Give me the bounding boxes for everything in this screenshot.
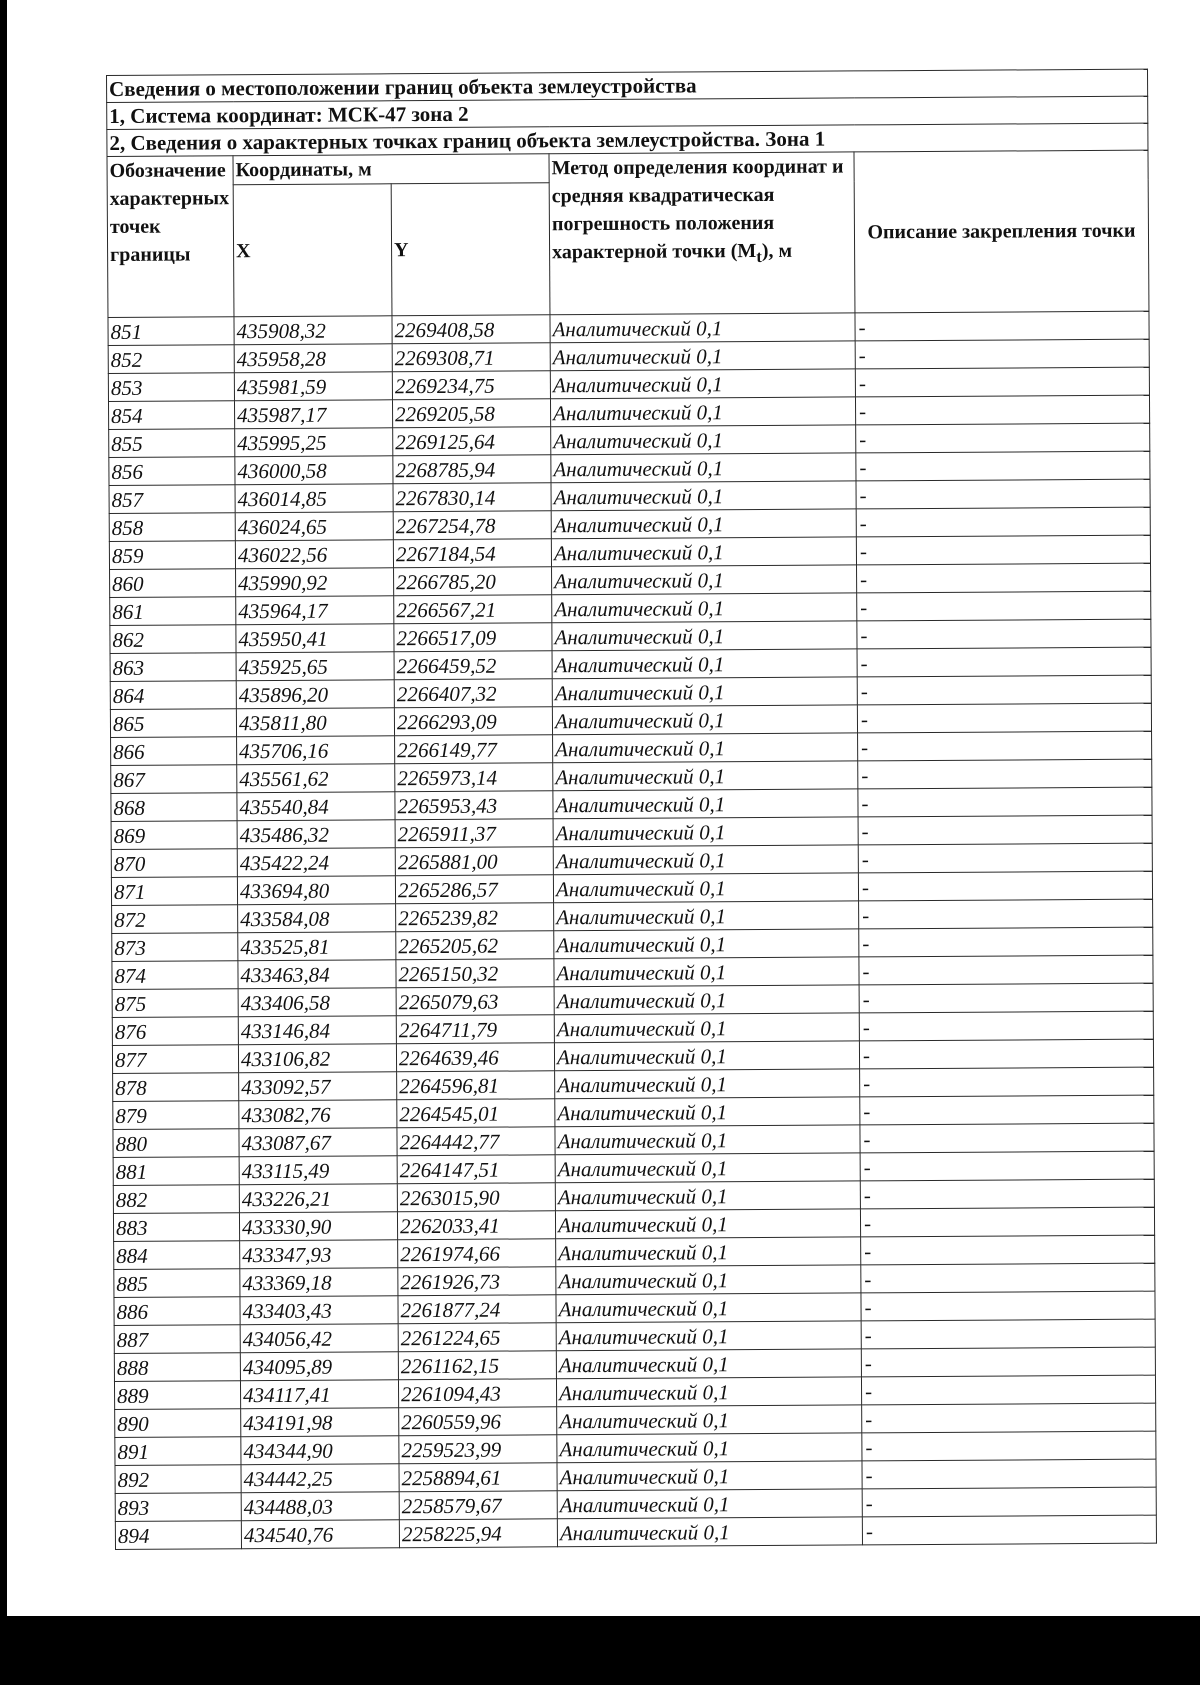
desc: - bbox=[862, 1487, 1156, 1517]
x-coordinate: 433146,84 bbox=[238, 1016, 396, 1045]
y-coordinate: 2264596,81 bbox=[397, 1071, 555, 1100]
point-id: 883 bbox=[113, 1213, 239, 1242]
point-id: 882 bbox=[113, 1185, 239, 1214]
point-id: 874 bbox=[112, 961, 238, 990]
desc: - bbox=[862, 1431, 1156, 1461]
point-id: 878 bbox=[113, 1073, 239, 1102]
x-coordinate: 433406,58 bbox=[238, 988, 396, 1017]
method: Аналитический 0,1 bbox=[554, 957, 859, 987]
method: Аналитический 0,1 bbox=[552, 565, 857, 595]
y-coordinate: 2266459,52 bbox=[394, 651, 552, 680]
method: Аналитический 0,1 bbox=[557, 1517, 862, 1547]
method: Аналитический 0,1 bbox=[553, 817, 858, 847]
desc: - bbox=[858, 815, 1152, 845]
x-coordinate: 435995,25 bbox=[235, 428, 393, 457]
x-coordinate: 433115,49 bbox=[239, 1156, 397, 1185]
desc: - bbox=[861, 1291, 1155, 1321]
y-coordinate: 2258225,94 bbox=[399, 1519, 557, 1548]
desc: - bbox=[855, 395, 1149, 425]
point-id: 876 bbox=[112, 1017, 238, 1046]
header-y: Y bbox=[391, 183, 550, 316]
method: Аналитический 0,1 bbox=[551, 453, 856, 483]
y-coordinate: 2264639,46 bbox=[396, 1043, 554, 1072]
x-coordinate: 435540,84 bbox=[237, 792, 395, 821]
method: Аналитический 0,1 bbox=[552, 649, 857, 679]
y-coordinate: 2264147,51 bbox=[397, 1155, 555, 1184]
point-id: 884 bbox=[114, 1241, 240, 1270]
x-coordinate: 433403,43 bbox=[240, 1296, 398, 1325]
y-coordinate: 2265953,43 bbox=[395, 791, 553, 820]
point-id: 856 bbox=[109, 457, 235, 486]
method: Аналитический 0,1 bbox=[555, 1153, 860, 1183]
point-id: 870 bbox=[111, 849, 237, 878]
method: Аналитический 0,1 bbox=[550, 341, 855, 371]
point-id: 885 bbox=[114, 1269, 240, 1298]
x-coordinate: 435486,32 bbox=[237, 820, 395, 849]
section-title: 2, Сведения о характерных точках границ объекта землеустройства. Зона 1 bbox=[107, 123, 1148, 156]
desc: - bbox=[855, 367, 1149, 397]
y-coordinate: 2261926,73 bbox=[398, 1267, 556, 1296]
y-coordinate: 2263015,90 bbox=[397, 1183, 555, 1212]
method: Аналитический 0,1 bbox=[555, 1097, 860, 1127]
desc: - bbox=[860, 1095, 1154, 1125]
point-id: 853 bbox=[108, 373, 234, 402]
point-id: 880 bbox=[113, 1129, 239, 1158]
x-coordinate: 435561,62 bbox=[237, 764, 395, 793]
desc: - bbox=[862, 1403, 1156, 1433]
x-coordinate: 435908,32 bbox=[234, 316, 392, 345]
desc: - bbox=[859, 927, 1153, 957]
method: Аналитический 0,1 bbox=[551, 481, 856, 511]
scan-bottom-bar bbox=[0, 1616, 1200, 1685]
point-id: 877 bbox=[112, 1045, 238, 1074]
method: Аналитический 0,1 bbox=[557, 1489, 862, 1519]
x-coordinate: 435950,41 bbox=[236, 624, 394, 653]
x-coordinate: 433525,81 bbox=[238, 932, 396, 961]
point-id: 852 bbox=[108, 345, 234, 374]
y-coordinate: 2261877,24 bbox=[398, 1295, 556, 1324]
x-coordinate: 434344,90 bbox=[241, 1436, 399, 1465]
y-coordinate: 2261974,66 bbox=[398, 1239, 556, 1268]
y-coordinate: 2265205,62 bbox=[396, 931, 554, 960]
point-id: 873 bbox=[112, 933, 238, 962]
x-coordinate: 435925,65 bbox=[236, 652, 394, 681]
point-id: 871 bbox=[111, 877, 237, 906]
x-coordinate: 435706,16 bbox=[237, 736, 395, 765]
x-coordinate: 434540,76 bbox=[241, 1520, 399, 1549]
y-coordinate: 2269408,58 bbox=[392, 315, 550, 344]
desc: - bbox=[859, 899, 1153, 929]
y-coordinate: 2269205,58 bbox=[392, 399, 550, 428]
desc: - bbox=[856, 451, 1150, 481]
desc: - bbox=[855, 311, 1149, 341]
y-coordinate: 2265881,00 bbox=[395, 847, 553, 876]
table-body bbox=[108, 311, 1157, 1549]
x-coordinate: 436024,65 bbox=[235, 512, 393, 541]
point-id: 860 bbox=[110, 569, 236, 598]
point-id: 862 bbox=[110, 625, 236, 654]
x-coordinate: 433584,08 bbox=[238, 904, 396, 933]
y-coordinate: 2266293,09 bbox=[394, 707, 552, 736]
x-coordinate: 434095,89 bbox=[240, 1352, 398, 1381]
point-id: 887 bbox=[114, 1325, 240, 1354]
point-id: 886 bbox=[114, 1297, 240, 1326]
method: Аналитический 0,1 bbox=[554, 985, 859, 1015]
point-id: 872 bbox=[112, 905, 238, 934]
desc: - bbox=[860, 1179, 1154, 1209]
desc: - bbox=[859, 1039, 1153, 1069]
header-method-subscript: t bbox=[756, 246, 762, 267]
y-coordinate: 2262033,41 bbox=[397, 1211, 555, 1240]
x-coordinate: 433092,57 bbox=[239, 1072, 397, 1101]
point-id: 861 bbox=[110, 597, 236, 626]
x-coordinate: 435981,59 bbox=[234, 372, 392, 401]
y-coordinate: 2265286,57 bbox=[395, 875, 553, 904]
method: Аналитический 0,1 bbox=[553, 845, 858, 875]
x-coordinate: 433226,21 bbox=[239, 1184, 397, 1213]
y-coordinate: 2259523,99 bbox=[399, 1435, 557, 1464]
x-coordinate: 433087,67 bbox=[239, 1128, 397, 1157]
method: Аналитический 0,1 bbox=[552, 621, 857, 651]
y-coordinate: 2267254,78 bbox=[393, 511, 551, 540]
method: Аналитический 0,1 bbox=[557, 1461, 862, 1491]
desc: - bbox=[858, 871, 1152, 901]
desc: - bbox=[855, 339, 1149, 369]
y-coordinate: 2261224,65 bbox=[398, 1323, 556, 1352]
desc: - bbox=[858, 731, 1152, 761]
y-coordinate: 2266785,20 bbox=[394, 567, 552, 596]
desc: - bbox=[861, 1263, 1155, 1293]
y-coordinate: 2266567,21 bbox=[394, 595, 552, 624]
point-id: 857 bbox=[109, 485, 235, 514]
desc: - bbox=[859, 1011, 1153, 1041]
method: Аналитический 0,1 bbox=[554, 1013, 859, 1043]
y-coordinate: 2269234,75 bbox=[392, 371, 550, 400]
y-coordinate: 2266407,32 bbox=[394, 679, 552, 708]
point-id: 864 bbox=[110, 681, 236, 710]
method: Аналитический 0,1 bbox=[553, 873, 858, 903]
y-coordinate: 2266149,77 bbox=[395, 735, 553, 764]
point-id: 865 bbox=[110, 709, 236, 738]
point-id: 881 bbox=[113, 1157, 239, 1186]
point-id: 851 bbox=[108, 317, 234, 346]
y-coordinate: 2261162,15 bbox=[398, 1351, 556, 1380]
method: Аналитический 0,1 bbox=[554, 929, 859, 959]
x-coordinate: 434488,03 bbox=[241, 1492, 399, 1521]
point-id: 858 bbox=[109, 513, 235, 542]
y-coordinate: 2267830,14 bbox=[393, 483, 551, 512]
desc: - bbox=[856, 423, 1150, 453]
table-row bbox=[115, 1515, 1156, 1549]
desc: - bbox=[861, 1375, 1155, 1405]
method: Аналитический 0,1 bbox=[550, 369, 855, 399]
x-coordinate: 435987,17 bbox=[234, 400, 392, 429]
document-title: Сведения о местоположении границ объекта землеустройства bbox=[107, 69, 1148, 102]
desc: - bbox=[857, 619, 1151, 649]
method: Аналитический 0,1 bbox=[555, 1209, 860, 1239]
header-method-unit: ), м bbox=[761, 239, 793, 262]
method: Аналитический 0,1 bbox=[556, 1349, 861, 1379]
desc: - bbox=[860, 1067, 1154, 1097]
x-coordinate: 433330,90 bbox=[239, 1212, 397, 1241]
x-coordinate: 436014,85 bbox=[235, 484, 393, 513]
desc: - bbox=[857, 591, 1151, 621]
y-coordinate: 2265973,14 bbox=[395, 763, 553, 792]
desc: - bbox=[862, 1515, 1156, 1545]
scan-left-edge bbox=[0, 0, 7, 1685]
desc: - bbox=[857, 563, 1151, 593]
desc: - bbox=[857, 647, 1151, 677]
point-id: 869 bbox=[111, 821, 237, 850]
y-coordinate: 2265150,32 bbox=[396, 959, 554, 988]
method: Аналитический 0,1 bbox=[556, 1293, 861, 1323]
x-coordinate: 436022,56 bbox=[235, 540, 393, 569]
method: Аналитический 0,1 bbox=[552, 593, 857, 623]
point-id: 889 bbox=[114, 1381, 240, 1410]
point-id: 866 bbox=[111, 737, 237, 766]
y-coordinate: 2264442,77 bbox=[397, 1127, 555, 1156]
desc: - bbox=[860, 1151, 1154, 1181]
desc: - bbox=[856, 507, 1150, 537]
method: Аналитический 0,1 bbox=[556, 1321, 861, 1351]
x-coordinate: 435958,28 bbox=[234, 344, 392, 373]
x-coordinate: 433369,18 bbox=[240, 1268, 398, 1297]
desc: - bbox=[858, 787, 1152, 817]
method: Аналитический 0,1 bbox=[551, 537, 856, 567]
point-id: 879 bbox=[113, 1101, 239, 1130]
coord-system: 1, Система координат: МСК-47 зона 2 bbox=[107, 96, 1148, 129]
method: Аналитический 0,1 bbox=[556, 1237, 861, 1267]
desc: - bbox=[856, 479, 1150, 509]
header-designation: Обозначение характерных точек границы bbox=[107, 156, 234, 318]
header-coordinates: Координаты, м bbox=[233, 154, 549, 185]
point-id: 875 bbox=[112, 989, 238, 1018]
x-coordinate: 435896,20 bbox=[236, 680, 394, 709]
x-coordinate: 435811,80 bbox=[236, 708, 394, 737]
method: Аналитический 0,1 bbox=[553, 761, 858, 791]
method: Аналитический 0,1 bbox=[556, 1265, 861, 1295]
method: Аналитический 0,1 bbox=[556, 1377, 861, 1407]
point-id: 890 bbox=[115, 1409, 241, 1438]
method: Аналитический 0,1 bbox=[555, 1069, 860, 1099]
point-id: 863 bbox=[110, 653, 236, 682]
point-id: 893 bbox=[115, 1493, 241, 1522]
desc: - bbox=[857, 675, 1151, 705]
point-id: 888 bbox=[114, 1353, 240, 1382]
x-coordinate: 433694,80 bbox=[237, 876, 395, 905]
method: Аналитический 0,1 bbox=[552, 677, 857, 707]
x-coordinate: 434117,41 bbox=[240, 1380, 398, 1409]
method: Аналитический 0,1 bbox=[550, 397, 855, 427]
desc: - bbox=[857, 703, 1151, 733]
y-coordinate: 2265079,63 bbox=[396, 987, 554, 1016]
y-coordinate: 2267184,54 bbox=[393, 539, 551, 568]
boundary-points-table bbox=[106, 69, 1157, 1550]
header-description: Описание закрепления точки bbox=[854, 150, 1149, 313]
point-id: 868 bbox=[111, 793, 237, 822]
x-coordinate: 433106,82 bbox=[238, 1044, 396, 1073]
method: Аналитический 0,1 bbox=[555, 1125, 860, 1155]
y-coordinate: 2266517,09 bbox=[394, 623, 552, 652]
method: Аналитический 0,1 bbox=[553, 733, 858, 763]
desc: - bbox=[856, 535, 1150, 565]
x-coordinate: 436000,58 bbox=[235, 456, 393, 485]
method: Аналитический 0,1 bbox=[550, 313, 855, 343]
y-coordinate: 2265911,37 bbox=[395, 819, 553, 848]
point-id: 894 bbox=[115, 1521, 241, 1550]
header-method-text: Метод определения координат и средняя квадратическая погрешность положения характерной точки (M bbox=[551, 155, 844, 264]
method: Аналитический 0,1 bbox=[554, 1041, 859, 1071]
desc: - bbox=[860, 1207, 1154, 1237]
header-method bbox=[549, 152, 855, 315]
point-id: 867 bbox=[111, 765, 237, 794]
y-coordinate: 2258894,61 bbox=[399, 1463, 557, 1492]
desc: - bbox=[861, 1347, 1155, 1377]
desc: - bbox=[859, 955, 1153, 985]
header-x: X bbox=[233, 184, 392, 317]
method: Аналитический 0,1 bbox=[554, 901, 859, 931]
header-row bbox=[107, 150, 1148, 185]
point-id: 854 bbox=[108, 401, 234, 430]
desc: - bbox=[861, 1319, 1155, 1349]
x-coordinate: 435990,92 bbox=[236, 568, 394, 597]
x-coordinate: 433463,84 bbox=[238, 960, 396, 989]
method: Аналитический 0,1 bbox=[551, 425, 856, 455]
method: Аналитический 0,1 bbox=[555, 1181, 860, 1211]
method: Аналитический 0,1 bbox=[552, 705, 857, 735]
y-coordinate: 2265239,82 bbox=[396, 903, 554, 932]
point-id: 855 bbox=[109, 429, 235, 458]
y-coordinate: 2258579,67 bbox=[399, 1491, 557, 1520]
x-coordinate: 434191,98 bbox=[241, 1408, 399, 1437]
y-coordinate: 2269125,64 bbox=[393, 427, 551, 456]
desc: - bbox=[858, 843, 1152, 873]
x-coordinate: 435964,17 bbox=[236, 596, 394, 625]
desc: - bbox=[858, 759, 1152, 789]
point-id: 859 bbox=[109, 541, 235, 570]
y-coordinate: 2264545,01 bbox=[397, 1099, 555, 1128]
method: Аналитический 0,1 bbox=[553, 789, 858, 819]
y-coordinate: 2260559,96 bbox=[399, 1407, 557, 1436]
method: Аналитический 0,1 bbox=[551, 509, 856, 539]
desc: - bbox=[861, 1235, 1155, 1265]
desc: - bbox=[862, 1459, 1156, 1489]
method: Аналитический 0,1 bbox=[557, 1405, 862, 1435]
point-id: 891 bbox=[115, 1437, 241, 1466]
y-coordinate: 2269308,71 bbox=[392, 343, 550, 372]
x-coordinate: 433082,76 bbox=[239, 1100, 397, 1129]
x-coordinate: 433347,93 bbox=[240, 1240, 398, 1269]
method: Аналитический 0,1 bbox=[557, 1433, 862, 1463]
point-id: 892 bbox=[115, 1465, 241, 1494]
y-coordinate: 2264711,79 bbox=[396, 1015, 554, 1044]
y-coordinate: 2268785,94 bbox=[393, 455, 551, 484]
x-coordinate: 435422,24 bbox=[237, 848, 395, 877]
x-coordinate: 434056,42 bbox=[240, 1324, 398, 1353]
desc: - bbox=[859, 983, 1153, 1013]
desc: - bbox=[860, 1123, 1154, 1153]
x-coordinate: 434442,25 bbox=[241, 1464, 399, 1493]
y-coordinate: 2261094,43 bbox=[398, 1379, 556, 1408]
